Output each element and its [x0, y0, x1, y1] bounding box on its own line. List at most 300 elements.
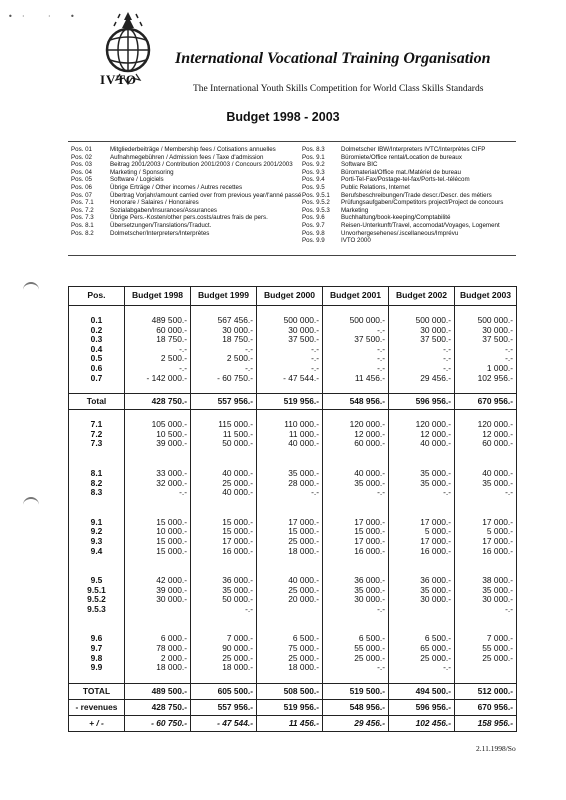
legend-item	[71, 199, 301, 207]
spacer-row	[69, 383, 517, 394]
spacer-cell	[69, 383, 125, 394]
row-label: 8.3	[69, 488, 125, 498]
spacer-cell	[191, 508, 257, 518]
spacer-cell	[191, 449, 257, 459]
budget-value: 11 456.-	[257, 715, 323, 731]
budget-value: -.-	[257, 354, 323, 364]
row-label: 0.6	[69, 364, 125, 374]
budget-value: 30 000.-	[125, 595, 191, 605]
row-label: 0.3	[69, 335, 125, 345]
column-header-budget: Budget 2003	[455, 287, 517, 306]
spacer-row	[69, 459, 517, 469]
table-row	[69, 547, 517, 557]
column-header-budget: Budget 1999	[191, 287, 257, 306]
budget-value: 35 000.-	[257, 469, 323, 479]
legend-code: Pos. 9.3	[302, 168, 325, 176]
budget-value: -.-	[323, 663, 389, 673]
spacer-cell	[191, 673, 257, 684]
budget-value	[389, 605, 455, 615]
legend-description: Dolmetscher/Interpreters/Interprètes	[110, 229, 210, 237]
legend-item	[302, 192, 503, 200]
row-label: 9.6	[69, 634, 125, 644]
budget-value: 7 000.-	[191, 634, 257, 644]
budget-value: 500 000.-	[323, 316, 389, 326]
budget-value: 16 000.-	[323, 547, 389, 557]
table-row	[69, 644, 517, 654]
legend-left	[71, 146, 301, 237]
budget-value: 17 000.-	[389, 518, 455, 528]
budget-value: 29 456.-	[389, 374, 455, 384]
spacer-cell	[389, 614, 455, 624]
table-row	[69, 537, 517, 547]
budget-value: 6 500.-	[389, 634, 455, 644]
spacer-cell	[323, 556, 389, 566]
legend-code: Pos. 9.5.3	[302, 206, 330, 214]
spacer-cell	[125, 614, 191, 624]
row-label: 9.3	[69, 537, 125, 547]
legend-code: Pos. 7.3	[71, 214, 94, 222]
spacer-cell	[69, 614, 125, 624]
spacer-cell	[125, 383, 191, 394]
legend-code: Pos. 01	[71, 146, 92, 153]
budget-value: 15 000.-	[125, 547, 191, 557]
budget-value: -.-	[389, 663, 455, 673]
spacer-cell	[69, 498, 125, 508]
budget-value: - 47 544.-	[257, 374, 323, 384]
spacer-cell	[191, 624, 257, 634]
table-row	[69, 335, 517, 345]
row-label: Total	[69, 394, 125, 410]
budget-value: -.-	[257, 488, 323, 498]
legend-description: IVTO 2000	[341, 237, 371, 245]
budget-value: 110 000.-	[257, 420, 323, 430]
row-label: 0.4	[69, 345, 125, 355]
legend-description: Sozialabgaben/Insurances/Assurances	[110, 206, 217, 214]
budget-value: 158 956.-	[455, 715, 517, 731]
row-label: 9.5	[69, 576, 125, 586]
budget-value: 15 000.-	[257, 527, 323, 537]
budget-value: 18 000.-	[191, 663, 257, 673]
row-label: 0.7	[69, 374, 125, 384]
legend-description: Porti-Tel-Fax/Postage-tel-fax/Ports-tel.-télécom	[341, 176, 470, 184]
spacer-cell	[455, 556, 517, 566]
budget-value: 670 956.-	[455, 394, 517, 410]
budget-value: 120 000.-	[323, 420, 389, 430]
budget-value: 35 000.-	[389, 586, 455, 596]
budget-value: 16 000.-	[455, 547, 517, 557]
budget-value: 120 000.-	[455, 420, 517, 430]
table-row	[69, 576, 517, 586]
legend-code: Pos. 9.5.1	[302, 191, 330, 199]
spacer-cell	[257, 556, 323, 566]
budget-value: -.-	[125, 345, 191, 355]
legend-description: Software BIC	[341, 161, 378, 169]
document-title: Budget 1998 - 2003	[226, 110, 340, 124]
row-label: 9.5.3	[69, 605, 125, 615]
legend-item	[302, 176, 503, 184]
budget-value: 105 000.-	[125, 420, 191, 430]
spacer-cell	[389, 624, 455, 634]
budget-value: 596 956.-	[389, 699, 455, 715]
legend-description: Marketing	[341, 206, 369, 214]
budget-value: 30 000.-	[455, 595, 517, 605]
budget-value: 15 000.-	[125, 537, 191, 547]
legend-code: Pos. 9.4	[302, 176, 325, 184]
budget-value: 18 750.-	[191, 335, 257, 345]
spacer-row	[69, 508, 517, 518]
budget-value: 17 000.-	[323, 518, 389, 528]
difference-row	[69, 715, 517, 731]
budget-value: 670 956.-	[455, 699, 517, 715]
spacer-row	[69, 410, 517, 421]
budget-value: -.-	[323, 605, 389, 615]
table-body	[69, 306, 517, 732]
spacer-cell	[323, 673, 389, 684]
spacer-cell	[69, 673, 125, 684]
budget-value: 25 000.-	[257, 586, 323, 596]
budget-value: 10 500.-	[125, 430, 191, 440]
spacer-cell	[257, 459, 323, 469]
spacer-cell	[191, 459, 257, 469]
budget-value: 15 000.-	[191, 527, 257, 537]
budget-value: 37 500.-	[455, 335, 517, 345]
budget-value: 2 500.-	[125, 354, 191, 364]
spacer-cell	[191, 383, 257, 394]
row-label: 9.1	[69, 518, 125, 528]
row-label: TOTAL	[69, 683, 125, 699]
spacer-cell	[125, 410, 191, 421]
budget-value: 5 000.-	[455, 527, 517, 537]
legend-description: Buchhaltung/book-keeping/Comptabilité	[341, 214, 451, 222]
budget-value: -.-	[389, 345, 455, 355]
budget-value: 25 000.-	[257, 537, 323, 547]
budget-value: 40 000.-	[389, 439, 455, 449]
table-row	[69, 488, 517, 498]
spacer-cell	[389, 508, 455, 518]
legend-code: Pos. 8.3	[302, 146, 325, 153]
spacer-cell	[455, 624, 517, 634]
budget-value: 25 000.-	[323, 654, 389, 664]
spacer-row	[69, 306, 517, 317]
budget-value: -.-	[191, 364, 257, 374]
spacer-cell	[323, 498, 389, 508]
legend-description: Übrige Erträge / Other incomes / Autres recettes	[110, 183, 243, 191]
budget-value: 512 000.-	[455, 683, 517, 699]
table-row	[69, 420, 517, 430]
row-label: 0.1	[69, 316, 125, 326]
legend-code: Pos. 04	[71, 168, 92, 176]
legend-description: Beitrag 2001/2003 / Contribution 2001/2003 / Concours 2001/2003	[110, 161, 293, 169]
table-row	[69, 345, 517, 355]
spacer-cell	[125, 556, 191, 566]
budget-value: 35 000.-	[191, 586, 257, 596]
corner-mark: •	[70, 12, 75, 21]
budget-value: 102 456.-	[389, 715, 455, 731]
budget-value: 18 750.-	[125, 335, 191, 345]
budget-value: 519 956.-	[257, 699, 323, 715]
spacer-cell	[389, 566, 455, 576]
spacer-cell	[69, 624, 125, 634]
budget-value: 25 000.-	[257, 654, 323, 664]
budget-value: 489 500.-	[125, 683, 191, 699]
spacer-cell	[455, 383, 517, 394]
budget-value: -.-	[191, 605, 257, 615]
legend-description: Prüfungsaufgaben/Competitors project/Project de concours	[341, 199, 504, 207]
spacer-cell	[69, 449, 125, 459]
legend-description: Übertrag Vorjahr/amount carried over from previous year/l'anné passé	[110, 191, 302, 199]
legend-code: Pos. 9.1	[302, 153, 325, 161]
budget-value: 55 000.-	[323, 644, 389, 654]
budget-value: 65 000.-	[389, 644, 455, 654]
row-label: + / -	[69, 715, 125, 731]
budget-value: 60 000.-	[125, 326, 191, 336]
spacer-row	[69, 556, 517, 566]
budget-value: -.-	[389, 488, 455, 498]
legend-code: Pos. 9.6	[302, 214, 325, 222]
table-row	[69, 663, 517, 673]
budget-value: 36 000.-	[389, 576, 455, 586]
budget-value: 17 000.-	[389, 537, 455, 547]
budget-value: 11 500.-	[191, 430, 257, 440]
budget-value: -.-	[455, 354, 517, 364]
budget-value: 40 000.-	[191, 469, 257, 479]
legend-item	[71, 154, 301, 162]
budget-value: 40 000.-	[323, 469, 389, 479]
legend-description: Unvorhergesehenes/.iscellaneous/Imprévu	[341, 229, 459, 237]
corner-mark: •	[8, 12, 13, 21]
budget-value: 78 000.-	[125, 644, 191, 654]
budget-value: 39 000.-	[125, 586, 191, 596]
spacer-row	[69, 449, 517, 459]
column-header-pos: Pos.	[69, 287, 125, 306]
budget-value: 30 000.-	[389, 326, 455, 336]
legend-item	[302, 169, 503, 177]
legend-code: Pos. 9.7	[302, 221, 325, 229]
legend-item	[71, 207, 301, 215]
budget-value: 25 000.-	[191, 479, 257, 489]
spacer-cell	[191, 614, 257, 624]
legend-item	[71, 161, 301, 169]
legend-description: Übrige Pers.-Kosten/other pers.costs/autres frais de pers.	[110, 214, 268, 222]
budget-value: 508 500.-	[257, 683, 323, 699]
budget-value: 18 000.-	[125, 663, 191, 673]
legend-code: Pos. 05	[71, 176, 92, 184]
legend-item	[302, 154, 503, 162]
legend-code: Pos. 8.2	[71, 229, 94, 237]
spacer-cell	[389, 449, 455, 459]
budget-value: 20 000.-	[257, 595, 323, 605]
spacer-cell	[191, 556, 257, 566]
budget-value: 15 000.-	[323, 527, 389, 537]
budget-value: - 142 000.-	[125, 374, 191, 384]
budget-value: 18 000.-	[257, 663, 323, 673]
budget-value: 25 000.-	[389, 654, 455, 664]
spacer-cell	[389, 383, 455, 394]
budget-value: 17 000.-	[455, 537, 517, 547]
table-row	[69, 479, 517, 489]
spacer-cell	[257, 673, 323, 684]
budget-value: 40 000.-	[257, 439, 323, 449]
legend-description: Marketing / Sponsoring	[110, 168, 174, 176]
table-row	[69, 469, 517, 479]
spacer-cell	[323, 508, 389, 518]
spacer-cell	[257, 383, 323, 394]
budget-value: 30 000.-	[191, 326, 257, 336]
table-row	[69, 605, 517, 615]
budget-value: 428 750.-	[125, 394, 191, 410]
legend-item	[302, 207, 503, 215]
budget-value: -.-	[389, 364, 455, 374]
budget-value: -.-	[323, 488, 389, 498]
budget-value: 11 456.-	[323, 374, 389, 384]
spacer-row	[69, 566, 517, 576]
legend-item	[71, 222, 301, 230]
spacer-cell	[257, 449, 323, 459]
table-row	[69, 586, 517, 596]
legend-description: Aufnahmegebühren / Admission fees / Taxe d'admission	[110, 153, 264, 161]
budget-value: 120 000.-	[389, 420, 455, 430]
column-header-budget: Budget 2002	[389, 287, 455, 306]
table-row	[69, 326, 517, 336]
budget-value: 115 000.-	[191, 420, 257, 430]
legend-code: Pos. 7.2	[71, 206, 94, 214]
budget-value	[125, 605, 191, 615]
legend-description: Honorare / Salaires / Honoraires	[110, 199, 199, 207]
table-row	[69, 595, 517, 605]
spacer-cell	[389, 306, 455, 317]
legend-code: Pos. 9.5.2	[302, 199, 330, 207]
column-header-budget: Budget 2000	[257, 287, 323, 306]
spacer-cell	[323, 566, 389, 576]
budget-value: 1 000.-	[455, 364, 517, 374]
legend-item	[302, 214, 503, 222]
spacer-cell	[455, 614, 517, 624]
budget-value: 428 750.-	[125, 699, 191, 715]
row-label: 9.8	[69, 654, 125, 664]
spacer-cell	[257, 410, 323, 421]
budget-value: 37 500.-	[257, 335, 323, 345]
spacer-row	[69, 624, 517, 634]
budget-value: -.-	[257, 345, 323, 355]
corner-mark: ·	[48, 12, 51, 21]
legend-code: Pos. 9.2	[302, 161, 325, 169]
budget-value: 32 000.-	[125, 479, 191, 489]
legend-item	[302, 146, 503, 154]
spacer-cell	[125, 306, 191, 317]
legend-description: Übersetzungen/Translations/Traduct.	[110, 221, 212, 229]
budget-value: 605 500.-	[191, 683, 257, 699]
legend-item	[71, 214, 301, 222]
legend-item	[71, 184, 301, 192]
column-header-budget: Budget 1998	[125, 287, 191, 306]
budget-value: 30 000.-	[389, 595, 455, 605]
row-label: 9.7	[69, 644, 125, 654]
row-label: 8.2	[69, 479, 125, 489]
row-label: 7.3	[69, 439, 125, 449]
budget-value: -.-	[257, 364, 323, 374]
spacer-cell	[69, 459, 125, 469]
row-label: 9.4	[69, 547, 125, 557]
budget-value: 25 000.-	[455, 654, 517, 664]
spacer-cell	[125, 624, 191, 634]
spacer-cell	[389, 498, 455, 508]
tagline: The International Youth Skills Competition for World Class Skills Standards	[193, 84, 484, 94]
budget-value: 30 000.-	[257, 326, 323, 336]
budget-value: 35 000.-	[389, 469, 455, 479]
table-row	[69, 518, 517, 528]
budget-value: 567 456.-	[191, 316, 257, 326]
spacer-cell	[323, 306, 389, 317]
table-row	[69, 316, 517, 326]
spacer-cell	[257, 498, 323, 508]
budget-value: -.-	[455, 488, 517, 498]
spacer-cell	[455, 498, 517, 508]
legend-item	[302, 222, 503, 230]
budget-value: 2 000.-	[125, 654, 191, 664]
budget-value: 50 000.-	[191, 595, 257, 605]
budget-value: -.-	[389, 354, 455, 364]
legend-description: Reisen-Unterkunft/Travel, accomodat/Voyages, Logement	[341, 221, 500, 229]
spacer-cell	[455, 508, 517, 518]
legend-description: Dolmetscher IBW/Interpreters IVTC/Interprètes CIFP	[341, 146, 486, 153]
budget-value: 29 456.-	[323, 715, 389, 731]
corner-mark: ·	[22, 12, 25, 21]
budget-value: 12 000.-	[323, 430, 389, 440]
budget-value: 15 000.-	[125, 518, 191, 528]
legend-item	[302, 161, 503, 169]
legend-code: Pos. 7.1	[71, 199, 94, 207]
table-row	[69, 430, 517, 440]
spacer-cell	[389, 556, 455, 566]
spacer-cell	[455, 673, 517, 684]
budget-value: 40 000.-	[455, 469, 517, 479]
spacer-cell	[125, 673, 191, 684]
table-row	[69, 439, 517, 449]
budget-value: 35 000.-	[323, 479, 389, 489]
spacer-cell	[125, 498, 191, 508]
budget-value: -.-	[323, 326, 389, 336]
budget-value: -.-	[323, 364, 389, 374]
table-row	[69, 527, 517, 537]
punch-hole-mark	[23, 497, 39, 507]
spacer-cell	[125, 508, 191, 518]
row-label: 0.5	[69, 354, 125, 364]
budget-value: 6 000.-	[125, 634, 191, 644]
spacer-cell	[257, 306, 323, 317]
budget-value: 596 956.-	[389, 394, 455, 410]
budget-value: 60 000.-	[455, 439, 517, 449]
legend-description: Büromiete/Office rental/Location de bureaux	[341, 153, 462, 161]
budget-value: 11 000.-	[257, 430, 323, 440]
budget-value: 548 956.-	[323, 394, 389, 410]
spacer-cell	[191, 410, 257, 421]
legend-code: Pos. 9.8	[302, 229, 325, 237]
budget-value: 548 956.-	[323, 699, 389, 715]
legend-code: Pos. 02	[71, 153, 92, 161]
legend-item	[302, 184, 503, 192]
budget-value: 12 000.-	[455, 430, 517, 440]
budget-value: 35 000.-	[389, 479, 455, 489]
budget-value: -.-	[191, 345, 257, 355]
table-row	[69, 634, 517, 644]
budget-value: 500 000.-	[389, 316, 455, 326]
spacer-cell	[257, 566, 323, 576]
budget-value: 10 000.-	[125, 527, 191, 537]
legend-description: Berufsbeschreibungen/Trade descr./Descr. des métiers	[341, 191, 492, 199]
spacer-cell	[389, 673, 455, 684]
legend-code: Pos. 9.5	[302, 183, 325, 191]
budget-value: 6 500.-	[323, 634, 389, 644]
